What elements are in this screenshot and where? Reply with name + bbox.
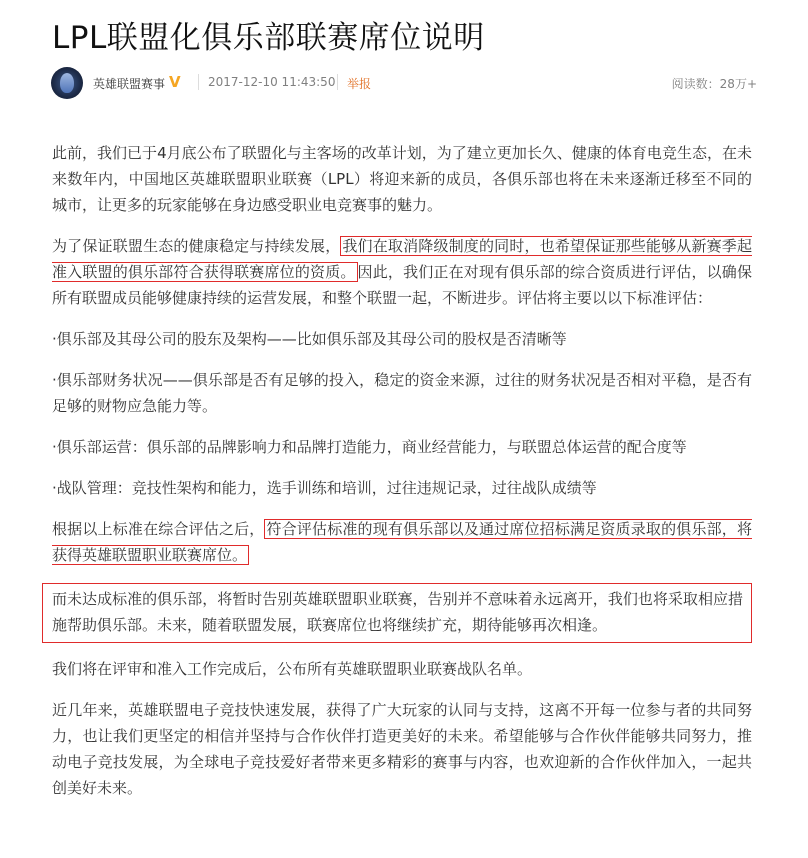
paragraph: 此前，我们已于4月底公布了联盟化与主客场的改革计划，为了建立更加长久、健康的体育电竞生态，在未来数年内，中国地区英雄联盟职业联赛（LPL）将迎来新的成员，各俱乐部也将在未来逐渐迁移至不同的城市，让更多的玩家能够在身边感受职业电竞赛事的魅力。 — [52, 144, 752, 214]
article-title: LPL联盟化俱乐部联赛席位说明 — [52, 20, 485, 56]
report-link[interactable]: 举报 — [347, 77, 372, 91]
bullet-item: ·战队管理：竞技性架构和能力，选手训练和培训，过往违规记录，过往战队成绩等 — [52, 479, 597, 497]
bullet-item: ·俱乐部财务状况——俱乐部是否有足够的投入，稳定的资金来源，过往的财务状况是否相对平稳，是否有足够的财物应急能力等。 — [52, 371, 752, 415]
read-count: 阅读数：28万+ — [671, 77, 757, 91]
highlighted-text: 符合评估标准的现有俱乐部以及通过席位招标满足资质录取的俱乐部，将获得英雄联盟职业联赛席位。 — [52, 520, 752, 564]
bullet-item: ·俱乐部及其母公司的股东及架构——比如俱乐部及其母公司的股权是否清晰等 — [52, 330, 567, 348]
paragraph-text: 因此，我们正在对现有俱乐部的综合资质进行评估，以确保所有联盟成员能够健康持续的运营发展，和整个联盟一起，不断进步。评估将主要以以下标准评估： — [52, 263, 752, 307]
publish-datetime: 2017-12-10 11:43:50 — [208, 75, 336, 89]
bullet-item: ·俱乐部运营：俱乐部的品牌影响力和品牌打造能力，商业经营能力，与联盟总体运营的配合度等 — [52, 438, 687, 456]
paragraph: 近几年来，英雄联盟电子竞技快速发展，获得了广大玩家的认同与支持，这离不开每一位参与者的共同努力，也让我们更坚定的相信并坚持与合作伙伴打造更美好的未来。希望能够与合作伙伴能够共同努力，推动电子竞技发展，为全球电子竞技爱好者带来更多精彩的赛事与内容，也欢迎新的合作伙伴加入，一起共创美好未来。 — [52, 701, 752, 797]
avatar-emblem-icon — [60, 73, 74, 93]
verified-v-icon: V — [169, 73, 181, 91]
paragraph-text: 根据以上标准在综合评估之后， — [52, 520, 265, 538]
paragraph — [52, 516, 752, 568]
highlighted-paragraph: 而未达成标准的俱乐部，将暂时告别英雄联盟职业联赛，告别并不意味着永远离开，我们也将采取相应措施帮助俱乐部。未来，随着联盟发展，联赛席位也将继续扩充，期待能够再次相逢。 — [42, 583, 752, 643]
article-body — [52, 140, 752, 801]
article-meta — [51, 67, 757, 101]
paragraph — [52, 233, 752, 311]
avatar[interactable] — [51, 67, 83, 99]
author-link[interactable]: 英雄联盟赛事 — [93, 77, 166, 91]
meta-divider — [337, 74, 338, 90]
paragraph: 我们将在评审和准入工作完成后，公布所有英雄联盟职业联赛战队名单。 — [52, 660, 533, 678]
highlighted-text: 我们在取消降级制度的同时，也希望保证那些能够从新赛季起准入联盟的俱乐部符合获得联赛席位的资质。 — [52, 237, 752, 281]
paragraph-text: 为了保证联盟生态的健康稳定与持续发展， — [52, 237, 341, 255]
meta-divider — [198, 74, 199, 90]
